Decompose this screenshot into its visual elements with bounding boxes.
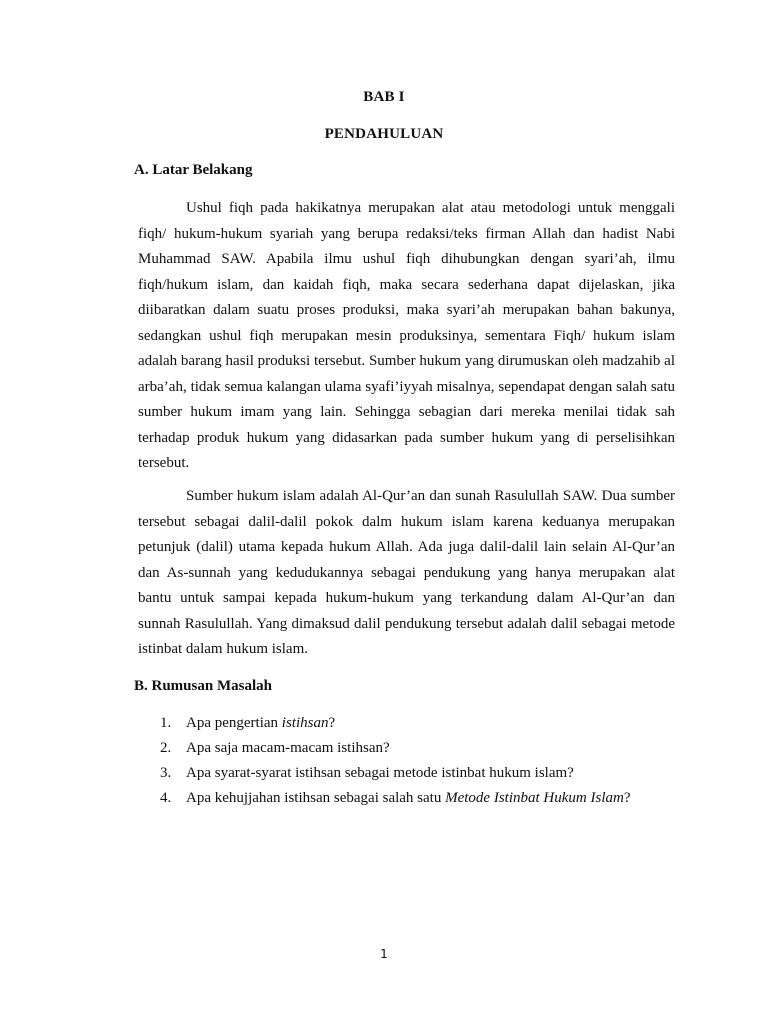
list-number: 1. — [160, 715, 172, 731]
background-paragraph-1: Ushul fiqh pada hakikatnya merupakan alat atau metodologi untuk menggali fiqh/ hukum-hukum syariah yang berupa redaksi/teks firman Allah dan hadist Nabi Muhammad SAW. Apabila ilmu ushul fiqh dihubungkan dengan syari’ah, ilmu fiqh/hukum islam, dan kaidah fiqh, maka secara sederhana dapat dijelaskan, jika diibaratkan dalam suatu proses produksi, maka syari’ah merupakan bahan bakunya, sedangkan ushul fiqh merupakan mesin produksinya, sementara Fiqh/ hukum islam adalah barang hasil produksi tersebut. Sumber hukum yang dirumuskan oleh madzahib al arba’ah, tidak semua kalangan ulama syafi’iyyah misalnya, sependapat dengan salah satu sumber hukum imam yang lain. Sehingga sebagian dari mereka menilai tidak sah terhadap produk hukum yang didasarkan pada sumber hukum yang di perselisihkan tersebut. — [138, 200, 675, 471]
list-text-end: ? — [328, 715, 336, 731]
list-text-end: ? — [623, 790, 631, 806]
list-text: Apa pengertian — [186, 715, 282, 731]
list-text: Apa syarat-syarat istihsan sebagai metode istinbat hukum islam? — [186, 765, 574, 781]
list-italic-text: Metode Istinbat Hukum Islam — [445, 790, 624, 806]
chapter-title: PENDAHULUAN — [324, 126, 444, 142]
list-italic-text: istihsan — [281, 715, 329, 731]
list-text: Apa kehujjahan istihsan sebagai salah satu — [186, 790, 446, 806]
list-item — [160, 786, 631, 811]
page-number: 1 — [380, 947, 388, 961]
section-a-heading: A. Latar Belakang — [134, 162, 253, 178]
list-item — [160, 736, 631, 761]
background-paragraph-2: Sumber hukum islam adalah Al-Qur’an dan sunah Rasulullah SAW. Dua sumber tersebut sebagai dalil-dalil pokok dalm hukum islam karena keduanya merupakan petunjuk (dalil) utama kepada hukum Allah. Ada juga dalil-dalil lain selain Al-Qur’an dan As-sunnah yang kedudukannya sebagai pendukung yang hanya merupakan alat bantu untuk sampai kepada hukum-hukum yang terkandung dalam Al-Qur’an dan sunnah Rasulullah. Yang dimaksud dalil pendukung tersebut adalah dalil sebagai metode istinbat dalam hukum islam. — [138, 488, 675, 657]
list-number: 4. — [160, 790, 172, 806]
problem-list — [160, 711, 631, 811]
list-text: Apa saja macam-macam istihsan? — [186, 740, 390, 756]
list-item — [160, 761, 631, 786]
list-number: 3. — [160, 765, 172, 781]
list-number: 2. — [160, 740, 172, 756]
chapter-label: BAB I — [363, 89, 405, 105]
section-b-heading: B. Rumusan Masalah — [134, 678, 272, 694]
list-item — [160, 711, 631, 736]
